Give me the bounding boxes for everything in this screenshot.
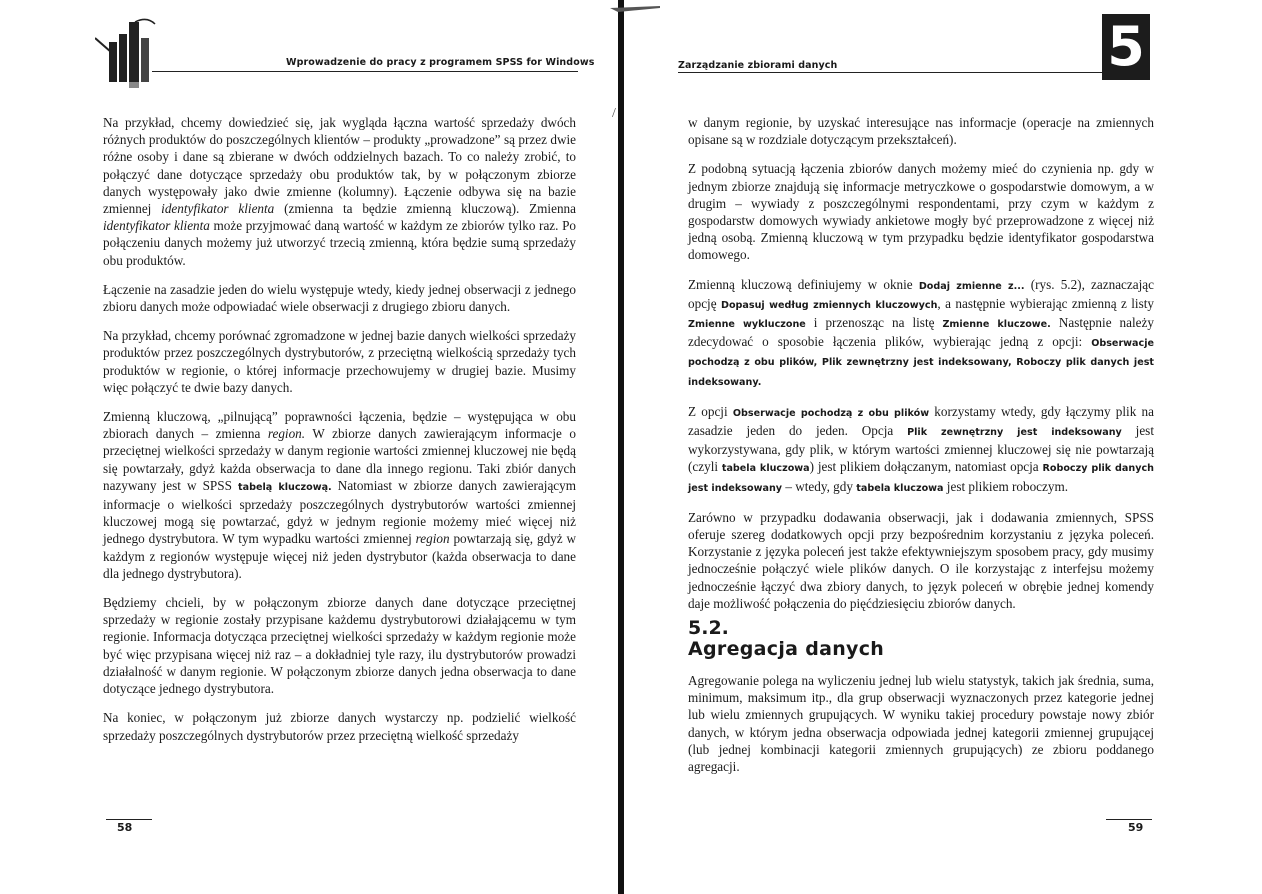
- section-title: Agregacja danych: [688, 638, 885, 660]
- spine-shadow-icon: [610, 6, 660, 20]
- paragraph: Zarówno w przypadku dodawania obserwacji, jak i dodawania zmiennych, SPSS oferuje szereg dodatkowych opcji przy bezpośrednim korzystaniu z języka poleceń. Korzystanie z języka poleceń jest także efektywniejszym sposobem pracy, gdy musimy jednocześnie połączyć wiele plików danych. O ile korzystając z interfejsu możemy jednocześnie łączyć dwa zbiory danych, to język poleceń w obrębie jednej komendy daje możliwość połączenia do pięćdziesięciu zbiorów danych.: [688, 509, 1154, 611]
- page-number: 58: [117, 821, 133, 834]
- header-rule: [152, 71, 578, 72]
- right-body-text-top: [688, 114, 1154, 624]
- paragraph: Zmienną kluczową, „pilnującą” poprawności łączenia, będzie – występująca w obu zbiorach danych – zmienna region. W zbiorze danych zawierającym informacje o przeciętnej wielkości sprzedaży w danym regionie wartości zmiennej kluczowej nie będą się powtarzały, gdyż każda obserwacja to dane dla innego regionu. Taki zbiór danych nazywany jest w SPSS tabelą kluczową. Natomiast w zbiorze danych zawierającym informacje o wielkości sprzedaży poszczególnych dystrybutorów wartości zmiennej kluczowej mogą się powtarzać, gdyż w jednym regionie możemy mieć więcej niż jednego dystrybutora. W tym wypadku wartości zmiennej region powtarzają się, gdyż w każdym z regionów występuje więcej niż jeden dystrybutor (każda obserwacja to dane dla jednego dystrybutora).: [103, 409, 576, 581]
- left-body-text: [103, 114, 576, 756]
- paragraph: Będziemy chcieli, by w połączonym zbiorze danych dane dotyczące przeciętnej sprzedaży w regionie zostały przypisane każdemu dystrybutorowi działającemu w tym regionie. Informacja dotycząca przeciętnej wielkości sprzedaży w każdym regionie może być więc przypisana więcej niż raz – a dokładniej tyle razy, ilu dystrybutorów prowadzi działalność w danym regionie. W połączonym zbiorze danych jedna obserwacja to dane dotyczące jednego dystrybutora.: [103, 595, 576, 697]
- right-body-text-bottom: [688, 672, 1154, 787]
- book-logo-icon: [95, 16, 157, 88]
- running-head: Zarządzanie zbiorami danych: [678, 60, 838, 71]
- paragraph: Agregowanie polega na wyliczeniu jednej lub wielu statystyk, takich jak średnia, suma, minimum, maksimum itp., dla grup obserwacji wyznaczonych przez kategorie jednej lub wielu zmiennych grupujących. W wyniku takiej procedury powstaje nowy zbiór danych, w którym jedna obserwacja odpowiada jednej kategorii zmiennej grupującej (lub jednej kombinacji kategorii zmiennych grupujących) ze zbioru poddanego agregacji.: [688, 673, 1154, 775]
- paragraph: Na przykład, chcemy dowiedzieć się, jak wygląda łączna wartość sprzedaży dwóch różnych produktów do poszczególnych klientów – produkty „prowadzone” są przez dwie różne osoby i dane są zbierane w dwóch oddzielnych bazach. To co należy zrobić, to połączyć dane dotyczące sprzedaży obu produktów tak, by w połączonym zbiorze danych występowały jako dwie zmienne (kolumny). Łączenie odbywa się na bazie zmiennej identyfikator klienta (zmienna ta będzie zmienną kluczową). Zmienna identyfikator klienta może przyjmować daną wartość w każdym ze zbiorów tylko raz. Po połączeniu danych możemy już utworzyć trzecią zmienną, która będzie sumą sprzedaży obu produktów.: [103, 115, 577, 268]
- margin-mark: /: [612, 106, 616, 121]
- left-page: [0, 0, 612, 894]
- paragraph: Na przykład, chcemy porównać zgromadzone w jednej bazie danych wielkości sprzedaży produktów przez poszczególnych dystrybutorów, z przeciętną wielkością sprzedaży tych produktów w regionie, o której informacje przechowujemy w drugiej bazie. Musimy więc połączyć te dwie bazy danych.: [103, 328, 576, 395]
- header-rule: [678, 72, 1108, 73]
- running-head: Wprowadzenie do pracy z programem SPSS for Windows: [286, 57, 595, 68]
- section-number: 5.2.: [688, 617, 729, 639]
- footer-rule: [1106, 819, 1152, 820]
- footer-rule: [106, 819, 152, 820]
- paragraph: Łączenie na zasadzie jeden do wielu występuje wtedy, kiedy jednej obserwacji z jednego zbioru danych może odpowiadać wiele obserwacji z drugiego zbioru danych.: [103, 281, 576, 315]
- page-number: 59: [1128, 821, 1144, 834]
- paragraph: Zmienną kluczową definiujemy w oknie Dodaj zmienne z... (rys. 5.2), zaznaczając opcję Dopasuj według zmiennych kluczowych, a następnie wybierając zmienną z listy Zmienne wykluczone i przenosząc na listę Zmienne kluczowe. Następnie należy zdecydować o sposobie łączenia plików, wybierając jedną z opcji: Obserwacje pochodzą z obu plików, Plik zewnętrzny jest indeksowany, Roboczy plik danych jest indeksowany.: [688, 276, 1154, 388]
- paragraph: Z opcji Obserwacje pochodzą z obu plików korzystamy wtedy, gdy łączymy plik na zasadzie jeden do jeden. Opcja Plik zewnętrzny jest indeksowany jest wykorzystywana, gdy plik, w którym wartości zmiennej kluczowej się nie powtarzają (czyli tabela kluczowa) jest plikiem dołączanym, natomiast opcja Roboczy plik danych jest indeksowany – wtedy, gdy tabela kluczowa jest plikiem roboczym.: [688, 403, 1154, 494]
- book-spine: [618, 0, 624, 894]
- paragraph: Na koniec, w połączonym już zbiorze danych wystarczy np. podzielić wielkość sprzedaży poszczególnych dystrybutorów przez przeciętną wielkość sprzedaży: [103, 710, 576, 743]
- paragraph: w danym regionie, by uzyskać interesujące nas informacje (operacje na zmiennych opisane są w rozdziale dotyczącym przekształceń).: [688, 115, 1154, 148]
- chapter-number-badge: 5: [1102, 14, 1150, 80]
- paragraph: Z podobną sytuacją łączenia zbiorów danych możemy mieć do czynienia np. gdy w jednym zbiorze znajdują się informacje metryczkowe o gospodarstwie domowym, a w drugim – wywiady z poszczególnymi respondentami, przy czym w każdym z gospodarstw domowych wywiady ankietowe mogły być przeprowadzone z więcej niż jedną osobą. Zmienną kluczową w tym przypadku będzie identyfikator gospodarstwa domowego.: [688, 161, 1154, 263]
